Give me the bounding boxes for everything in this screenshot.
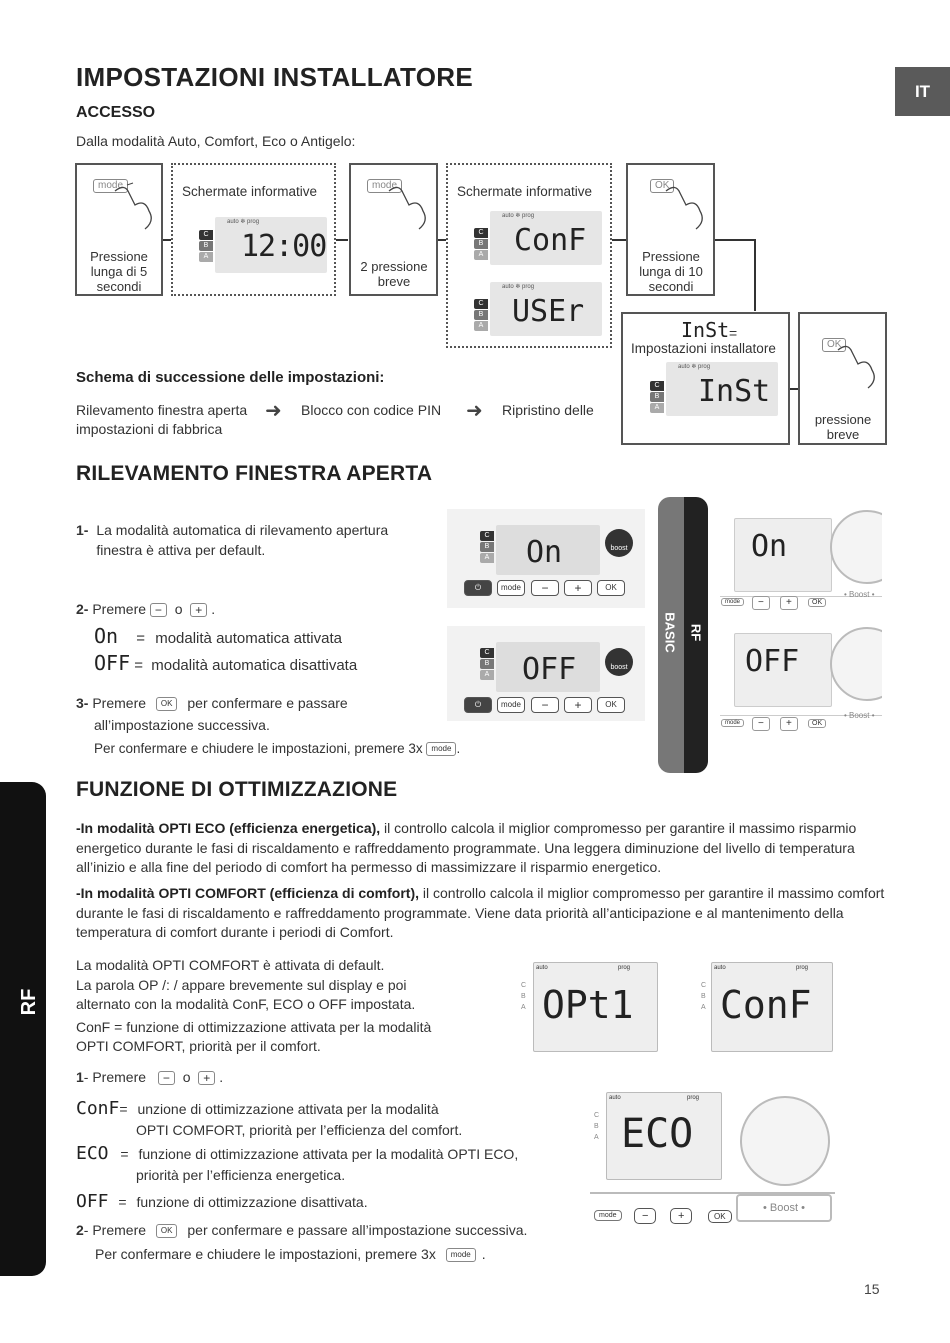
- arrow: [438, 239, 446, 241]
- sequence-item-3: Ripristino delle: [502, 402, 594, 418]
- info-screens-label: Schermate informative: [182, 184, 318, 199]
- minus-button[interactable]: −: [752, 596, 770, 610]
- rf-controller-off: [720, 627, 882, 735]
- info-screens-label: Schermate informative: [457, 184, 593, 199]
- step2-text: 2 pressione breve: [360, 259, 428, 289]
- power-button[interactable]: ⏻: [464, 697, 492, 713]
- access-heading: ACCESSO: [76, 104, 156, 121]
- lcd-value: ConF: [720, 983, 812, 1027]
- minus-button[interactable]: −: [531, 697, 559, 713]
- abc-indicator: C B A: [701, 982, 707, 1011]
- hand-press-icon: [658, 171, 710, 231]
- abc-indicator: C B A: [199, 230, 213, 262]
- plus-button[interactable]: +: [780, 717, 798, 731]
- mode-button[interactable]: mode: [497, 580, 525, 596]
- sequence-item-1: Rilevamento finestra aperta: [76, 402, 248, 418]
- lcd-value: OPt1: [542, 983, 634, 1027]
- lcd-value: OFF: [745, 644, 800, 679]
- status-icons: auto ❄ prog: [227, 219, 260, 225]
- arrow: [163, 239, 171, 241]
- opti-off-option: OFF = funzione di ottimizzazione disattivata.: [76, 1191, 368, 1212]
- opti-step-1: 1- Premere − o + .: [76, 1069, 224, 1086]
- page-title: IMPOSTAZIONI INSTALLATORE: [76, 62, 474, 92]
- window-step-1: 1- La modalità automatica di rilevamento apertura finestra è attiva per default.: [76, 522, 389, 558]
- rf-controller-on: [720, 508, 882, 616]
- language-tab: IT: [895, 67, 950, 116]
- minus-button[interactable]: −: [634, 1208, 656, 1224]
- info-screens-2: [446, 163, 612, 348]
- status-icons: auto ❄ prog: [678, 364, 711, 370]
- mode-button-icon: mode: [446, 1248, 476, 1262]
- ok-button[interactable]: OK: [597, 697, 625, 713]
- step2-box: [349, 163, 438, 296]
- temperature-dial[interactable]: [740, 1096, 830, 1186]
- rf-tab-label: RF: [688, 623, 704, 642]
- info-screens-1: [171, 163, 336, 296]
- lcd-screen: auto prog ConF: [711, 962, 833, 1052]
- lcd-screen: [215, 217, 327, 273]
- hand-press-icon: [107, 171, 159, 231]
- lcd-screen: [666, 362, 778, 416]
- opti-default-text: La modalità OPTI COMFORT è attivata di default. La parola OP /: / appare brevemente sul display e poi alternato con la modalità ConF, ECO o OFF impostata. ConF = funzione di ottimizzazione attivata per la modalità OPTI COMFORT, priorità per il comfort.: [76, 957, 432, 1054]
- mode-button-icon: mode: [93, 179, 128, 193]
- plus-button[interactable]: +: [564, 580, 592, 596]
- lcd-screen: [490, 211, 602, 265]
- mode-button[interactable]: mode: [721, 719, 744, 727]
- side-rf-tab: [0, 782, 46, 1276]
- plus-button[interactable]: +: [564, 697, 592, 713]
- installer-box: [621, 312, 790, 445]
- abc-indicator: C B A: [480, 648, 494, 680]
- lcd-screen: auto prog ECO: [606, 1092, 722, 1180]
- off-option: OFF = modalità automatica disattivata: [94, 651, 358, 675]
- power-button[interactable]: ⏻: [464, 580, 492, 596]
- abc-indicator: C B A: [480, 531, 494, 563]
- sequence-item-3b: impostazioni di fabbrica: [76, 421, 223, 437]
- arrow: [754, 239, 756, 311]
- lcd-value: USEr: [512, 294, 585, 329]
- opti-comfort-paragraph: -In modalità OPTI COMFORT (efficienza di comfort), il controllo calcola il miglior compromesso per garantire il massimo comfort durante le fasi di riscaldamento e raffreddamento programmate. Viene data priorità all’anticipazione e al mantenimento della temperatura di comfort durante i periodi di Comfort.: [76, 885, 885, 940]
- abc-indicator: C B A: [474, 228, 488, 260]
- arrow-right-icon: ➜: [466, 400, 483, 422]
- abc-indicator: C B A: [474, 299, 488, 331]
- lcd-opti-panel: [521, 962, 656, 1052]
- hand-press-icon: [381, 171, 433, 231]
- step1-box: [75, 163, 163, 296]
- controller-panel-on: [447, 509, 645, 608]
- page-number: 15: [864, 1281, 880, 1297]
- minus-button-icon: −: [150, 603, 167, 617]
- boost-button[interactable]: • Boost •: [736, 1194, 832, 1222]
- plus-button-icon: +: [198, 1071, 215, 1085]
- plus-button-icon: +: [190, 603, 207, 617]
- temperature-dial[interactable]: [830, 627, 882, 701]
- step4-text: pressione breve: [814, 412, 872, 442]
- mode-button[interactable]: mode: [594, 1210, 622, 1221]
- controller-panel-off: [447, 626, 645, 721]
- boost-label: • Boost •: [844, 590, 875, 599]
- window-step-3: 3- Premere OK per confermare e passare: [76, 695, 348, 711]
- access-intro: Dalla modalità Auto, Comfort, Eco o Antigelo:: [76, 133, 356, 149]
- ok-button-icon: OK: [822, 338, 846, 352]
- minus-button-icon: −: [158, 1071, 175, 1085]
- ok-button[interactable]: OK: [708, 1210, 732, 1223]
- arrow: [790, 388, 798, 390]
- mode-button[interactable]: mode: [497, 697, 525, 713]
- inst-eq: =: [729, 325, 738, 341]
- temperature-dial[interactable]: [830, 510, 882, 584]
- lcd-value: OFF: [522, 652, 577, 687]
- window-step-3-line2: all’impostazione successiva.: [94, 717, 270, 733]
- sequence-item-2: Blocco con codice PIN: [301, 402, 442, 418]
- step4-box: [798, 312, 887, 445]
- ok-button-icon: OK: [156, 697, 178, 711]
- window-section-title: RILEVAMENTO FINESTRA APERTA: [76, 462, 433, 485]
- opti-eco-option-line2: priorità per l’efficienza energetica.: [136, 1167, 346, 1183]
- lcd-screen: [734, 633, 832, 707]
- mode-button[interactable]: mode: [721, 598, 744, 606]
- inst-label: Impostazioni installatore: [631, 341, 776, 356]
- lcd-screen: auto prog OPt1: [533, 962, 658, 1052]
- ok-button-icon: OK: [156, 1224, 178, 1238]
- lcd-conf-panel: [701, 962, 831, 1052]
- hand-press-icon: [830, 330, 882, 390]
- arrow-right-icon: ➜: [265, 400, 282, 422]
- ok-button[interactable]: OK: [808, 719, 826, 728]
- status-icons: auto ❄ prog: [502, 213, 535, 219]
- status-icons: auto ❄ prog: [502, 284, 535, 290]
- arrow: [612, 239, 626, 241]
- abc-indicator: C B A: [594, 1112, 600, 1141]
- plus-button[interactable]: +: [780, 596, 798, 610]
- lcd-value: ConF: [514, 223, 587, 258]
- mode-button-icon: mode: [426, 742, 456, 756]
- step3-text: Pressione lunga di 10 secondi: [639, 249, 703, 294]
- minus-button[interactable]: −: [752, 717, 770, 731]
- opti-conf-option-line2: OPTI COMFORT, priorità per l’efficienza del comfort.: [136, 1122, 463, 1138]
- arrow: [336, 239, 348, 241]
- opti-step-2: 2- Premere OK per confermare e passare all’impostazione successiva.: [76, 1222, 528, 1238]
- abc-indicator: C B A: [521, 982, 527, 1011]
- lcd-screen: [496, 642, 600, 692]
- inst-lcd-small: InSt: [681, 318, 730, 342]
- arrow: [715, 239, 755, 241]
- eco-controller: [590, 1090, 835, 1235]
- plus-button[interactable]: +: [670, 1208, 692, 1224]
- boost-button[interactable]: boost: [605, 648, 633, 676]
- opti-eco-paragraph: -In modalità OPTI ECO (efficienza energetica), il controllo calcola il miglior compromesso per garantire il massimo risparmio energetico durante le fasi di riscaldamento e raffreddamento programmate. Una leggera diminuzione del livello di temperatura all’inizio e alla fine del periodo di comfort ha permesso di massimizzare il risparmio energetico.: [76, 820, 857, 875]
- ok-button[interactable]: OK: [597, 580, 625, 596]
- lcd-screen: [734, 518, 832, 592]
- boost-button[interactable]: boost: [605, 529, 633, 557]
- lcd-value: ECO: [621, 1111, 694, 1157]
- step1-text: Pressione lunga di 5 secondi: [90, 249, 148, 294]
- ok-button[interactable]: OK: [808, 598, 826, 607]
- opti-eco-option: ECO = funzione di ottimizzazione attivata per la modalità OPTI ECO,: [76, 1143, 519, 1164]
- mode-button-icon: mode: [367, 179, 402, 193]
- lcd-value: InSt: [698, 374, 771, 409]
- ok-button-icon: OK: [650, 179, 674, 193]
- basic-tab-label: BASIC: [662, 612, 678, 653]
- opti-section-title: FUNZIONE DI OTTIMIZZAZIONE: [76, 778, 398, 801]
- opti-close-note: Per confermare e chiudere le impostazioni, premere 3x mode .: [95, 1246, 486, 1262]
- opti-conf-option: ConF= unzione di ottimizzazione attivata per la modalità: [76, 1098, 439, 1119]
- step3-box: [626, 163, 715, 296]
- sequence-title: Schema di successione delle impostazioni:: [76, 369, 385, 386]
- lcd-screen: [490, 282, 602, 336]
- window-step-2: 2- Premere − o + .: [76, 601, 216, 618]
- minus-button[interactable]: −: [531, 580, 559, 596]
- lcd-value: On: [526, 535, 563, 570]
- on-option: On = modalità automatica attivata: [94, 624, 342, 648]
- lcd-value: On: [751, 529, 788, 564]
- lcd-value: 12:00: [241, 229, 327, 264]
- side-rf-label: RF: [18, 988, 40, 1016]
- abc-indicator: C B A: [650, 381, 664, 413]
- boost-label: • Boost •: [844, 711, 875, 720]
- window-close-note: Per confermare e chiudere le impostazioni, premere 3x mode .: [94, 741, 461, 756]
- lcd-screen: [496, 525, 600, 575]
